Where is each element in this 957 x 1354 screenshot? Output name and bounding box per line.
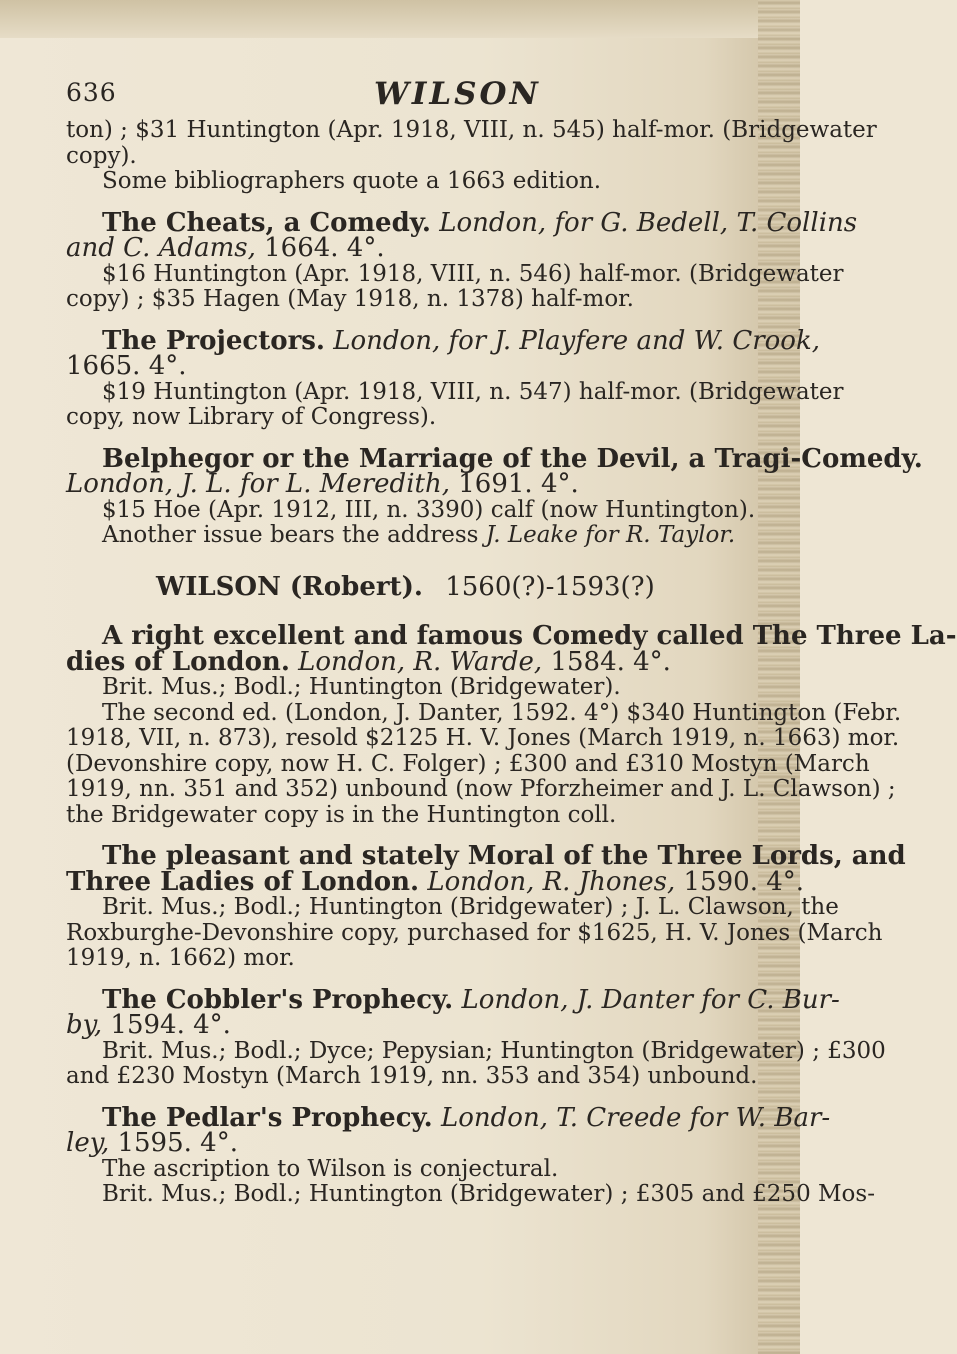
entry-title: Three Ladies of London. (66, 866, 420, 897)
entry-date: 1665. 4°. (66, 351, 187, 381)
entry-imprint: by, (66, 1010, 103, 1040)
entry-three-ladies (66, 621, 957, 828)
entry-the-projectors (66, 325, 844, 431)
entry-date: 1594. 4°. (110, 1010, 231, 1040)
text-line: Another issue bears the address (102, 522, 479, 548)
entry-imprint: London, for G. Bedell, T. Collins (439, 207, 858, 238)
entry-date: 1691. 4°. (458, 469, 579, 499)
page-body (66, 117, 957, 1208)
entry-pedlars-prophecy (66, 1102, 875, 1208)
text-line: ton) ; $31 Huntington (Apr. 1918, VIII, n. 545) half-mor. (Bridgewater (66, 117, 877, 143)
entry-title: The Cobbler's Prophecy. (102, 984, 454, 1015)
entry-imprint: and C. Adams, (66, 233, 256, 263)
entry-belphegor (66, 443, 923, 549)
text-line: Roxburghe-Devonshire copy, purchased for $1625, H. V. Jones (March (66, 919, 883, 946)
text-line: Brit. Mus.; Bodl.; Huntington (Bridgewater) ; J. L. Clawson, the (102, 894, 839, 920)
text-line: Brit. Mus.; Bodl.; Huntington (Bridgewater). (102, 674, 621, 700)
entry-imprint: London, for J. Playfere and W. Crook, (333, 325, 820, 356)
text-line: and £230 Mostyn (March 1919, nn. 353 and 354) unbound. (66, 1063, 758, 1089)
entry-title: A right excellent and famous Comedy called The Three La- (102, 621, 957, 651)
text-line: J. Leake for R. Taylor. (485, 522, 736, 548)
page-top-edge (0, 0, 800, 38)
text-line: Some bibliographers quote a 1663 edition. (102, 168, 602, 194)
entry-imprint: London, J. L. for L. Meredith, (66, 469, 450, 499)
entry-imprint: London, J. Danter for C. Bur- (461, 984, 840, 1015)
text-line: Brit. Mus.; Bodl.; Huntington (Bridgewater) ; £305 and £250 Mos- (102, 1181, 875, 1207)
entry-date: 1590. 4°. (683, 866, 805, 897)
text-line: copy) ; $35 Hagen (May 1918, n. 1378) half-mor. (66, 286, 634, 312)
entry-title: dies of London. (66, 646, 290, 677)
entry-imprint: ley, (66, 1128, 110, 1158)
author-dates: 1560(?)-1593(?) (445, 571, 655, 602)
entry-imprint: London, R. Jhones, (427, 866, 676, 897)
entry-imprint: London, R. Warde, (298, 646, 543, 677)
text-line: (Devonshire copy, now H. C. Folger) ; £300 and £310 Mostyn (March (66, 750, 870, 777)
text-line: Brit. Mus.; Bodl.; Dyce; Pepysian; Huntington (Bridgewater) ; £300 (102, 1037, 886, 1064)
author-name: WILSON (Robert). (156, 571, 423, 602)
author-heading (66, 571, 784, 602)
entry-title: The Cheats, a Comedy. (102, 207, 431, 238)
entry-title: The Projectors. (102, 325, 325, 356)
text-line: copy, now Library of Congress). (66, 404, 437, 430)
page-number: 636 (66, 78, 117, 107)
entry-the-cheats (66, 207, 858, 313)
text-line: The ascription to Wilson is conjectural. (102, 1155, 559, 1182)
entry-date: 1664. 4°. (264, 233, 385, 263)
entry-title: The Pedlar's Prophecy. (102, 1102, 433, 1133)
entry-three-lords (66, 841, 906, 972)
text-line: copy). (66, 142, 137, 169)
entry-cobblers-prophecy (66, 984, 886, 1090)
running-head: WILSON (374, 76, 541, 112)
entry-date: 1595. 4°. (117, 1128, 238, 1158)
entry-date: 1584. 4°. (550, 646, 671, 677)
entry-title: Belphegor or the Marriage of the Devil, a Tragi-Comedy. (102, 443, 923, 474)
text-line: $15 Hoe (Apr. 1912, III, n. 3390) calf (now Huntington). (102, 496, 756, 523)
entry-continuation (66, 117, 877, 195)
text-line: $16 Huntington (Apr. 1918, VIII, n. 546) half-mor. (Bridgewater (102, 260, 844, 287)
text-line: 1918, VII, n. 873), resold $2125 H. V. Jones (March 1919, n. 1663) mor. (66, 725, 900, 751)
text-line: The second ed. (London, J. Danter, 1592. 4°) $340 Huntington (Febr. (102, 699, 902, 726)
entry-title: The pleasant and stately Moral of the Three Lords, and (102, 841, 906, 871)
page-header (66, 78, 566, 118)
text-line: $19 Huntington (Apr. 1918, VIII, n. 547) half-mor. (Bridgewater (102, 378, 844, 405)
text-line: 1919, nn. 351 and 352) unbound (now Pforzheimer and J. L. Clawson) ; (66, 776, 896, 802)
entry-imprint: London, T. Creede for W. Bar- (440, 1102, 831, 1133)
text-line: the Bridgewater copy is in the Huntington coll. (66, 801, 617, 828)
text-line: 1919, n. 1662) mor. (66, 945, 295, 971)
